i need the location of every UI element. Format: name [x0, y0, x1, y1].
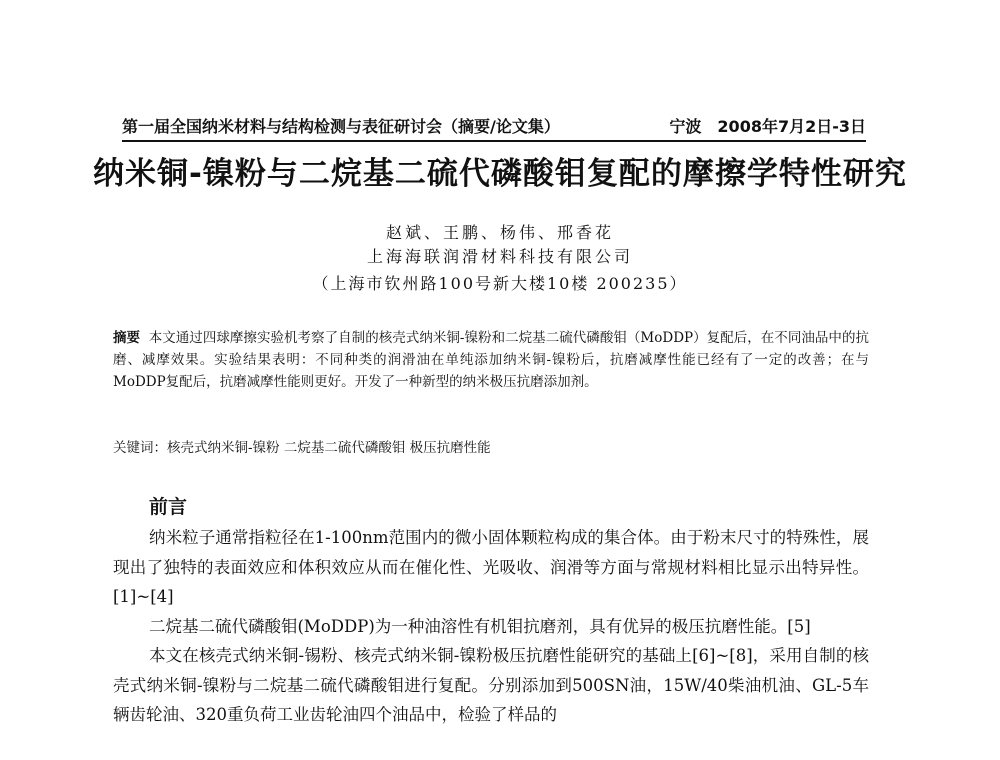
body-paragraph: 二烷基二硫代磷酸钼(MoDDP)为一种油溶性有机钼抗磨剂，具有优异的极压抗磨性能。[5]: [149, 616, 811, 636]
address: （上海市钦州路100号新大楼10楼 200235）: [312, 274, 688, 293]
conference-location-dates: [669, 116, 866, 138]
conference-name: 第一届全国纳米材料与结构检测与表征研讨会（摘要/论文集）: [122, 117, 560, 136]
section-heading: 前言: [149, 496, 188, 518]
body-paragraph: 纳米粒子通常指粒径在1-100nm范围内的微小固体颗粒构成的集合体。由于粉末尺寸的特殊性，展现出了独特的表面效应和体积效应从而在催化性、光吸收、润滑等方面与常规材料相比显示出特异性。[1]~[4]: [113, 528, 869, 606]
abstract-text: 本文通过四球摩擦实验机考察了自制的核壳式纳米铜-镍粉和二烷基二硫代磷酸钼（MoDDP）复配后，在不同油品中的抗磨、减摩效果。实验结果表明：不同种类的润滑油在单纯添加纳米铜-镍粉后，抗磨减摩性能已经有了一定的改善；在与MoDDP复配后，抗磨减摩性能则更好。开发了一种新型的纳米极压抗磨添加剂。: [113, 330, 869, 390]
paper-title: 纳米铜-镍粉与二烷基二硫代磷酸钼复配的摩擦学特性研究: [93, 156, 907, 192]
conference-dates: 2008年7月2日-3日: [717, 117, 866, 136]
abstract: [113, 327, 869, 393]
keywords-text: 核壳式纳米铜-镍粉 二烷基二硫代磷酸钼 极压抗磨性能: [167, 440, 491, 456]
running-header: [122, 116, 866, 142]
affiliation: 上海海联润滑材料科技有限公司: [366, 247, 633, 266]
keywords-label: 关键词：: [113, 440, 167, 456]
keywords: [113, 437, 869, 459]
section-body: [113, 523, 869, 730]
conference-location: 宁波: [669, 117, 702, 136]
body-paragraph: 本文在核壳式纳米铜-锡粉、核壳式纳米铜-镍粉极压抗磨性能研究的基础上[6]~[8]，采用自制的核壳式纳米铜-镍粉与二烷基二硫代磷酸钼进行复配。分别添加到500SN油，15W/40柴油机油、GL-5车辆齿轮油、320重负荷工业齿轮油四个油品中，检验了样品的: [113, 646, 869, 724]
abstract-label: 摘要: [113, 330, 141, 346]
authors: 赵斌、王鹏、杨伟、邢香花: [385, 223, 614, 242]
